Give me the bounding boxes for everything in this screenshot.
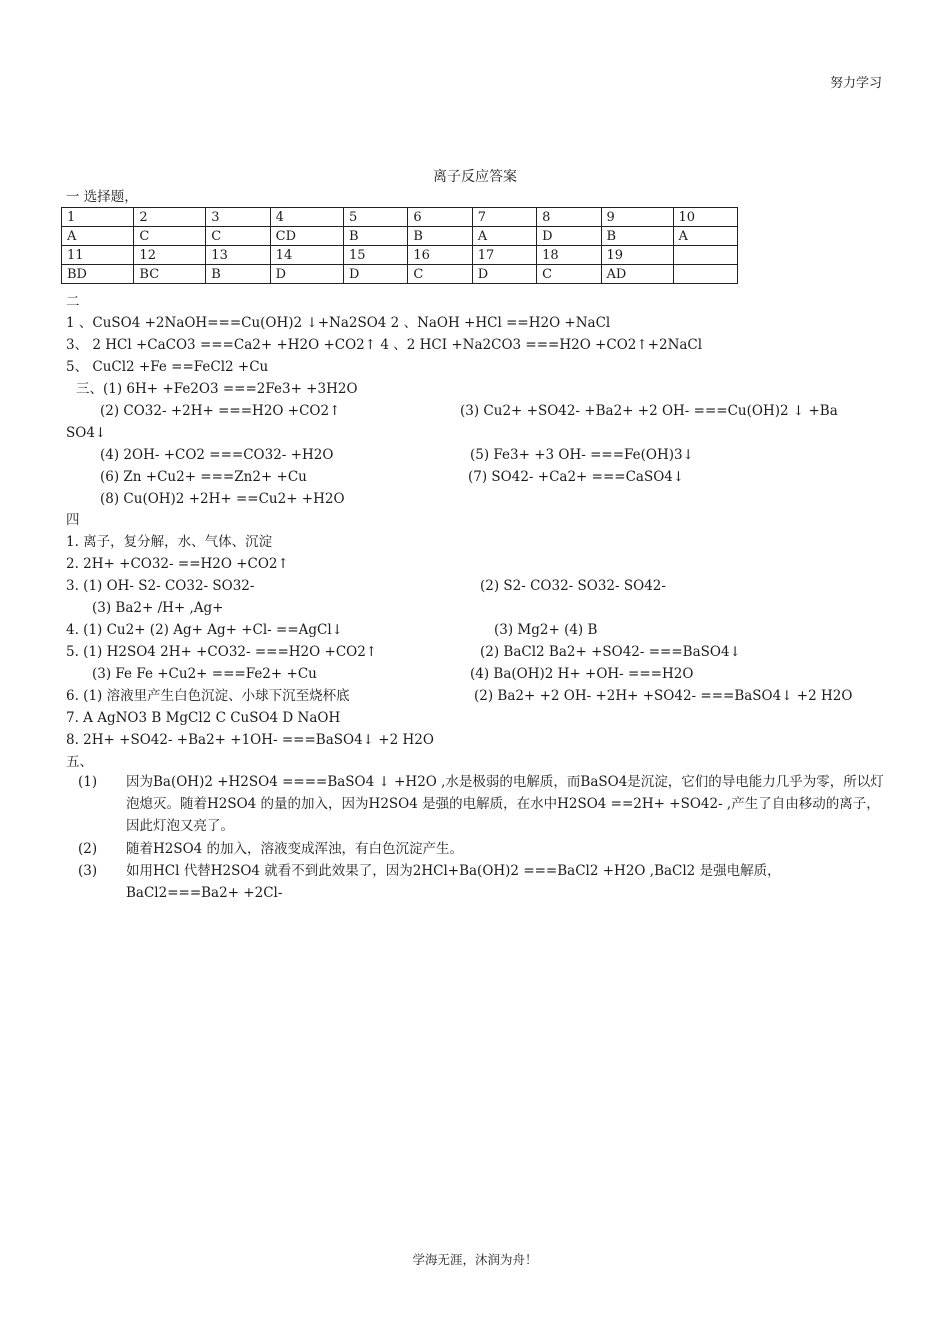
section4-line-3: 3. (1) OH- S2- CO32- SO32- [66,578,255,594]
section5-item-3-text: 如用HCl 代替H2SO4 就看不到此效果了，因为2HCl+Ba(OH)2 ===BaCl2 +H2O ,BaCl2 是强电解质，BaCl2===Ba2+ +2Cl- [126,863,781,901]
section5-item-1-text: 因为Ba(OH)2 +H2SO4 ====BaSO4 ↓ +H2O ,水是极弱的电解质，而BaSO4是沉淀，它们的导电能力几乎为零，所以灯泡熄灭。随着H2SO4 的量的加入，因为H2SO4 是强的电解质，在水中H2SO4 ==2H+ +SO42- ,产生了自由移动的离子，因此灯泡又亮了。 [126,774,884,834]
table-cell: A [673,227,737,246]
table-cell: 6 [408,208,472,227]
table-cell: 9 [601,208,673,227]
table-cell: 11 [62,246,134,265]
table-row [62,265,738,284]
table-cell: D [344,265,408,284]
section5-item-3-num: (3) [78,863,98,879]
section3-line-1: 三、(1) 6H+ +Fe2O3 ===2Fe3+ +3H2O [76,381,358,397]
section4-line-10: (3) Fe Fe +Cu2+ ===Fe2+ +Cu [92,666,317,682]
table-cell: A [62,227,134,246]
table-cell: BD [62,265,134,284]
section4-line-11: (4) Ba(OH)2 H+ +OH- ===H2O [470,666,694,682]
table-cell: 3 [206,208,270,227]
table-cell: 10 [673,208,737,227]
section4-line-13: (2) Ba2+ +2 OH- +2H+ +SO42- ===BaSO4↓ +2 H2O [474,688,853,704]
section2-heading: 二 [66,294,80,310]
table-row [62,227,738,246]
table-row [62,246,738,265]
section4-line-6: 4. (1) Cu2+ (2) Ag+ Ag+ +Cl- ==AgCl↓ [66,622,343,638]
table-cell: B [408,227,472,246]
section4-line-12: 6. (1) 溶液里产生白色沉淀、小球下沉至烧杯底 [66,688,350,704]
answer-table [61,207,738,284]
table-cell: B [206,265,270,284]
header-note: 努力学习 [829,76,882,91]
table-cell: A [472,227,536,246]
table-cell: C [408,265,472,284]
section3-line-4: SO4↓ [66,425,107,441]
section2-line-2: 3、 2 HCl +CaCO3 ===Ca2+ +H2O +CO2↑ 4 、2 HCI +Na2CO3 ===H2O +CO2↑+2NaCl [66,337,703,353]
section5-item-2-text: 随着H2SO4 的加入，溶液变成浑浊，有白色沉淀产生。 [126,841,464,857]
table-cell: 18 [537,246,601,265]
table-cell: C [134,227,206,246]
section3-line-8: (7) SO42- +Ca2+ ===CaSO4↓ [468,469,685,485]
table-cell: 4 [270,208,343,227]
table-cell: D [270,265,343,284]
section4-heading: 四 [66,512,80,528]
table-cell: 8 [537,208,601,227]
section4-line-8: 5. (1) H2SO4 2H+ +CO32- ===H2O +CO2↑ [66,644,378,660]
section3-line-2: (2) CO32- +2H+ ===H2O +CO2↑ [100,403,341,419]
section3-line-5: (4) 2OH- +CO2 ===CO32- +H2O [100,447,334,463]
table-cell: CD [270,227,343,246]
table-cell: BC [134,265,206,284]
section5-heading: 五、 [66,754,93,770]
section3-line-7: (6) Zn +Cu2+ ===Zn2+ +Cu [100,469,307,485]
table-cell: 1 [62,208,134,227]
table-cell: 13 [206,246,270,265]
table-cell: 16 [408,246,472,265]
table-cell: C [537,265,601,284]
table-cell: D [472,265,536,284]
table-cell: 15 [344,246,408,265]
table-cell: B [344,227,408,246]
table-cell: 14 [270,246,343,265]
section3-line-9: (8) Cu(OH)2 +2H+ ==Cu2+ +H2O [100,491,345,507]
table-cell: AD [601,265,673,284]
table-cell: 7 [472,208,536,227]
table-cell: D [537,227,601,246]
table-cell: 12 [134,246,206,265]
section5-item-2-num: (2) [78,841,98,857]
table-cell: 19 [601,246,673,265]
section2-line-3: 5、 CuCl2 +Fe ==FeCl2 +Cu [66,359,269,375]
section1-heading: 一 选择题， [66,189,138,205]
table-cell: 2 [134,208,206,227]
table-cell: 5 [344,208,408,227]
page-title: 离子反应答案 [433,169,517,185]
table-cell: 17 [472,246,536,265]
section4-line-9: (2) BaCl2 Ba2+ +SO42- ===BaSO4↓ [480,644,741,660]
section4-line-2: 2. 2H+ +CO32- ==H2O +CO2↑ [66,556,289,572]
section4-line-5: (3) Ba2+ /H+ ,Ag+ [92,600,224,616]
section3-line-3: (3) Cu2+ +SO42- +Ba2+ +2 OH- ===Cu(OH)2 ↓ +Ba [460,403,838,419]
section4-line-4: (2) S2- CO32- SO32- SO42- [480,578,666,594]
table-cell [673,246,737,265]
section2-line-1: 1 、CuSO4 +2NaOH===Cu(OH)2 ↓+Na2SO4 2 、NaOH +HCl ==H2O +NaCl [66,315,611,331]
table-row [62,208,738,227]
section4-line-7: (3) Mg2+ (4) B [494,622,598,638]
table-cell [673,265,737,284]
section4-line-14: 7. A AgNO3 B MgCl2 C CuSO4 D NaOH [66,710,341,726]
section3-line-6: (5) Fe3+ +3 OH- ===Fe(OH)3↓ [470,447,694,463]
section4-line-15: 8. 2H+ +SO42- +Ba2+ +1OH- ===BaSO4↓ +2 H2O [66,732,434,748]
footer-motto: 学海无涯，沐润为舟！ [412,1252,538,1267]
section4-line-1: 1. 离子，复分解，水、气体、沉淀 [66,534,273,550]
section5-item-1-num: (1) [78,774,98,790]
table-cell: B [601,227,673,246]
table-cell: C [206,227,270,246]
